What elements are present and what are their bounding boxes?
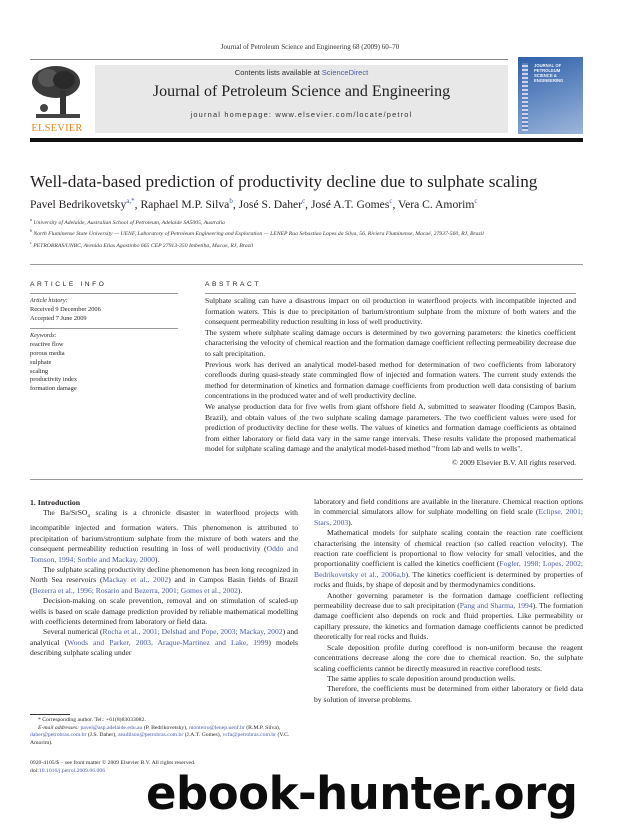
affiliation-text: PETROBRAS/UNBC, Avenida Elias Agostinho 665 CEP 27913-350 Imbetiba, Macae, RJ, Brazil — [31, 242, 254, 249]
keyword: formation damage — [30, 385, 77, 393]
body-text: The same applies to scale deposition around production wells. — [327, 673, 516, 683]
elsevier-logo — [30, 64, 84, 136]
body-text: ). — [237, 585, 243, 595]
body-text: ) and in Campos Basin fields of Brazil ( — [30, 575, 298, 595]
affiliation-mark: c — [30, 239, 32, 245]
header-thick-rule — [30, 138, 583, 142]
keywords-label: Keywords: — [30, 332, 57, 340]
affiliation — [30, 239, 580, 250]
elsevier-tree-icon — [30, 64, 82, 120]
email-label: E-mail addresses: — [38, 724, 81, 731]
author-affiliation-mark[interactable]: c — [389, 197, 393, 205]
affiliation — [30, 227, 580, 238]
contents-line — [95, 68, 508, 77]
keyword: productivity index — [30, 376, 78, 384]
article-title: Well-data-based prediction of productivity decline due to sulphate scaling — [30, 172, 538, 191]
running-head: Journal of Petroleum Science and Engineering 68 (2009) 60–70 — [220, 43, 400, 51]
email-link[interactable]: monteiro@lenep.uenf.br — [189, 724, 245, 731]
divider — [30, 293, 178, 294]
subscript: 4 — [87, 514, 90, 520]
body-text: Another governing parameter is the formation damage coefficient reflecting permeability decrease due to salt precipitation ( — [314, 590, 583, 611]
body-text: Therefore, the coefficients must be determined from either laboratory or field data by solution of inverse problems. — [314, 684, 583, 704]
divider — [30, 479, 583, 480]
contents-prefix: Contents lists available at — [234, 68, 322, 77]
keyword: scaling — [30, 367, 49, 375]
email-link[interactable]: zeadilson@petrobras.com.br — [118, 732, 184, 738]
abstract-paragraph: Sulphate scaling can have a disastrous impact on oil production in waterflood projects with incompatible injected and formation waters. This is due to precipitation of barium/strontium sulphate from the mixture of both waters and the consequent permeability reduction resulting in loss of well productivity. — [205, 296, 576, 327]
email-owner: (J.S. Daher), — [86, 732, 118, 738]
body-paragraph — [30, 508, 298, 565]
affiliations — [30, 216, 580, 250]
author-name: Pavel Bedrikovetsky — [30, 197, 127, 211]
email-link[interactable]: daher@petrobras.com.br — [30, 732, 87, 738]
corresponding-author: * Corresponding author. Tel.: +61(8)83033082. — [38, 717, 146, 723]
received-date: Received 9 December 2006 — [30, 305, 101, 313]
citation-link[interactable]: Bezerra et al., 1996; Rosario and Bezerra, 2001; Gomes et al., 2002 — [32, 585, 238, 595]
body-text: ) models describing sulphate scaling under — [30, 637, 298, 658]
citation-link[interactable]: Oddo and Tomson, 1994; Sorbie and Mackay, 2000 — [30, 544, 298, 564]
abstract-paragraph: We analyse production data for five wells from giant offshore field A, submitted to seawater flooding (Campos Basin, Brazil), and obtain values of the two sulphate scaling damage parameters. The two coefficient values were used for prediction of productivity decline for these wells. The values of kinetics and formation damage coefficients as obtained from either laboratory or field data vary in the same range intervals. These results validate the proposed mathematical model for sulphate scaling damage and the analytical model-based method "from lab and wells to wells". — [205, 401, 576, 454]
abstract-body — [205, 296, 576, 455]
citation-link[interactable]: Mackay et al., 2002 — [102, 575, 169, 585]
article-info — [30, 281, 178, 394]
cover-tower-graphic — [522, 63, 528, 131]
email-owner: (P. Bedrikovetsky), — [142, 724, 189, 731]
keyword-list — [30, 341, 178, 394]
journal-cover-image — [518, 57, 583, 134]
body-paragraph — [314, 684, 583, 705]
citation-link[interactable]: Pang and Sharma, 1994 — [459, 601, 533, 611]
accepted-date: Accepted 7 June 2009 — [30, 314, 87, 322]
copyright: © 2009 Elsevier B.V. All rights reserved. — [451, 457, 576, 467]
journal-title: Journal of Petroleum Science and Engineering — [152, 83, 451, 100]
divider — [205, 293, 576, 294]
body-text: Scale deposition profile during coreflood is non-uniform because the reagent concentrations decrease along the core due to chemical reaction. So, the sulphate scaling coefficients cannot be directly measured in reactive coreflood tests. — [314, 642, 583, 673]
doi-prefix: doi: — [30, 767, 39, 774]
journal-homepage[interactable]: journal homepage: www.elsevier.com/locate/petrol — [190, 110, 413, 119]
abstract — [205, 281, 576, 469]
affiliation-mark: b — [30, 228, 32, 234]
body-text: Several numerical ( — [43, 627, 103, 637]
abstract-paragraph: The system where sulphate scaling damage occurs is determined by two governing parameters: the kinetics coefficient characterising the velocity of chemical reaction and the formation damage coefficient reflecting permeability decrease due to salt precipitation. — [205, 327, 576, 358]
author-name: Raphael M.P. Silva — [140, 197, 230, 211]
email-block — [30, 725, 305, 748]
divider — [30, 328, 178, 329]
body-text: The Ba/SrSO — [43, 508, 88, 518]
body-left-column — [30, 498, 298, 659]
email-owner: (J.A.T. Gomes), — [183, 732, 223, 738]
author-affiliation-mark[interactable]: a,* — [126, 197, 135, 205]
body-paragraph — [314, 497, 583, 528]
email-link[interactable]: pavel@asp.adelaide.edu.au — [80, 724, 143, 731]
body-paragraph — [314, 674, 583, 684]
body-paragraph — [30, 596, 298, 627]
author-name: Vera C. Amorim — [398, 197, 475, 211]
affiliation-text: North Fluminense State University — UENF, Laboratory of Petroleum Engineering and Exploration — LENEP Rua Sebastiao Lopes da Silva, 56. Riviera Fluminense, Macaé, 27937-560, RJ, Brazil — [32, 231, 484, 238]
author-affiliation-mark[interactable]: c — [474, 197, 478, 205]
body-paragraph — [314, 591, 583, 643]
author-name: José S. Daher — [238, 197, 303, 211]
author-affiliation-mark[interactable]: c — [302, 197, 306, 205]
body-paragraph — [30, 627, 298, 658]
body-text: ). The formation damage coefficient also depends on rock and fluid properties. Like permeability or capillary pressure, the kinetics and formation damage coefficients cannot be predicted theoretically for real rocks and fluids. — [314, 601, 583, 642]
journal-banner — [95, 65, 508, 133]
body-text: Mathematical models for sulphate scaling contain the reaction rate coefficient characterising the intensity of chemical reaction (so called reaction velocity). The reaction rate coefficient is proportional to flow velocity for small velocities, and the proportionality coefficient is called the kinetics coefficient ( — [314, 528, 583, 569]
sciencedirect-link[interactable]: ScienceDirect — [321, 68, 369, 77]
affiliation-text: University of Adelaide, Australian School of Petroleum, Adelaide SA5005, Australia — [32, 219, 225, 226]
author-name: José A.T. Gomes — [310, 197, 390, 211]
footnote-rule — [30, 714, 70, 715]
body-paragraph — [314, 643, 583, 674]
doi-link[interactable]: 10.1016/j.petrol.2009.06.006 — [38, 767, 106, 774]
author-affiliation-mark[interactable]: b — [229, 197, 233, 205]
email-link[interactable]: vcfa@petrobras.com.br — [222, 732, 277, 738]
email-addresses — [30, 725, 305, 748]
cover-title: JOURNAL OF PETROLEUM SCIENCE & ENGINEERING — [534, 63, 564, 83]
body-paragraph — [314, 528, 583, 590]
body-text: ). — [348, 517, 353, 527]
affiliation — [30, 216, 580, 227]
body-paragraph — [30, 565, 298, 596]
article-info-heading: ARTICLE INFO — [30, 281, 107, 288]
citation-link[interactable]: Fogler, 1998; Lopes, 2002; Bedrikovetsky et al., 2006a,b — [314, 559, 583, 579]
body-right-column — [314, 497, 583, 705]
issn-line: 0920-4105/$ – see front matter © 2009 Elsevier B.V. All rights reserved. — [30, 760, 196, 766]
keyword: porous media — [30, 349, 65, 357]
footnotes — [30, 717, 305, 747]
body-text: ) and analytical ( — [30, 627, 298, 647]
section-heading: 1. Introduction — [30, 498, 81, 507]
citation-link[interactable]: Rocha et al., 2001; Delshad and Pope, 2003; Mackay, 2002 — [102, 627, 283, 637]
body-text: ). — [154, 554, 160, 564]
watermark: ebook-hunter.org — [146, 767, 578, 820]
email-owner: (V.C. Amorim). — [30, 732, 290, 746]
email-owner: (R.M.P. Silva), — [244, 724, 281, 731]
citation-link[interactable]: Woods and Parker, 2003, Araque-Martinez and Lake, 1999 — [67, 637, 269, 647]
body-text: Decision-making on scale prevention, removal and on stimulation of scaled-up wells is based on scale damage prediction provided by reliable mathematical modelling with coefficients determined from laboratory or field data. — [30, 596, 298, 626]
left-paragraphs — [30, 508, 298, 658]
abstract-paragraph: Previous work has derived an analytical model-based method for determination of two coefficients from laboratory corefloods during quasi-steady state commingled flow of injected and formation waters. The current study extends the method for determination of kinetics and formation damage coefficients from production well data consisting of barium concentrations in the produced water and of well productivity decline. — [205, 359, 576, 401]
keyword: reactive flow — [30, 341, 64, 349]
header-rule — [30, 59, 508, 60]
body-text: ). The kinetics coefficient is determined by properties of rocks and fluids, by shape of deposit and by thermodynamics conditions. — [314, 569, 584, 590]
elsevier-wordmark: ELSEVIER — [31, 123, 83, 134]
keyword: sulphate — [30, 358, 52, 366]
citation-link[interactable]: Eclipse, 2001; Stars, 2003 — [314, 507, 583, 527]
divider — [30, 264, 583, 265]
body-text: scaling is a chronicle disaster in waterflood projects with incompatible injected and formation waters. This phenomenon is attributed to precipitation of barium/strontium sulphate from the mixture of both waters and the consequent permeability reduction resulting in loss of well productivity ( — [30, 508, 298, 554]
body-text: The sulphate scaling productivity decline phenomenon has been long recognized in North Sea reservoirs ( — [30, 564, 298, 585]
author-list: Pavel Bedrikovetsky$^{a,*}$, Raphael M.P. Silva$^b$, José S. Daher$^c$, José A.T. Gomes$^c$, Vera C. Amorim$^c$ — [30, 197, 478, 211]
affiliation-mark: a — [30, 217, 32, 222]
abstract-heading: ABSTRACT — [205, 281, 261, 288]
history-label: Article history: — [30, 297, 68, 304]
body-text: laboratory and field conditions are available in the literature. Chemical reaction options in commercial simulators allow for sulphate modelling on field scale ( — [314, 497, 583, 517]
